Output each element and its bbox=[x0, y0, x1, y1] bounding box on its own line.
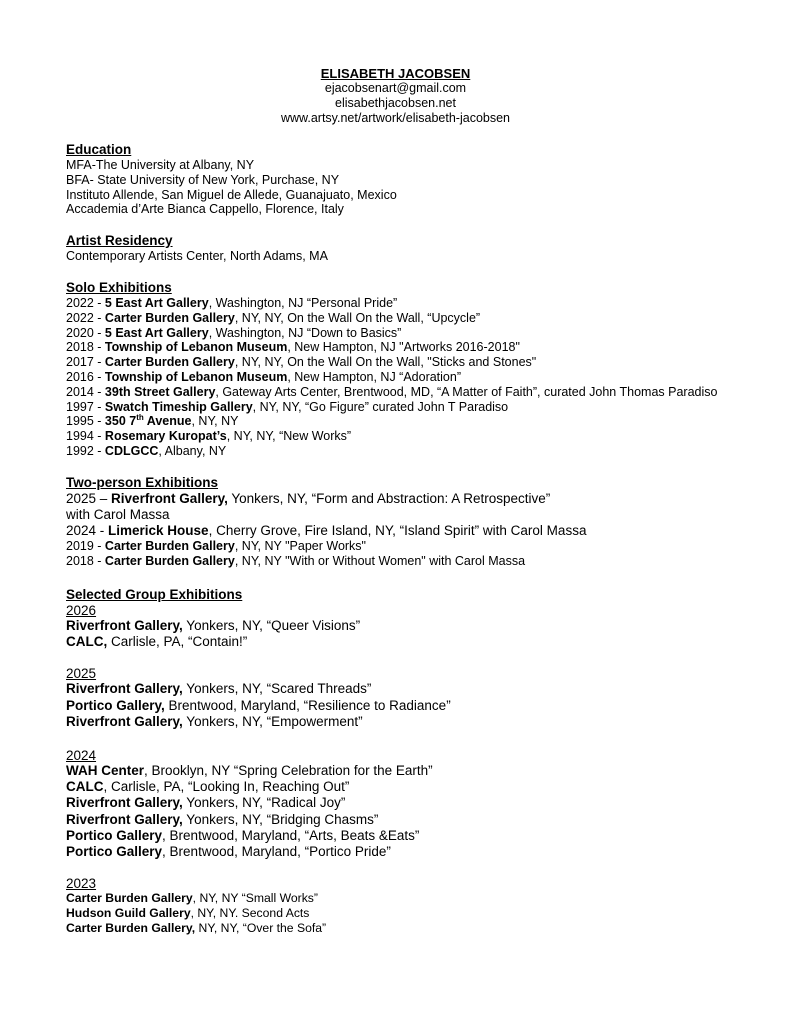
solo-item: 2014 - 39th Street Gallery, Gateway Arts Center, Brentwood, MD, “A Matter of Faith”, curated John Thomas Paradiso bbox=[66, 384, 718, 399]
group-item: Carter Burden Gallery, NY, NY “Small Works” bbox=[66, 891, 318, 906]
group-item: CALC, Carlisle, PA, “Looking In, Reaching Out” bbox=[66, 779, 350, 795]
group-title: Selected Group Exhibitions bbox=[66, 586, 243, 602]
residency-item: Contemporary Artists Center, North Adams, MA bbox=[66, 249, 328, 264]
solo-item: 2018 - Township of Lebanon Museum, New Hampton, NJ "Artworks 2016-2018" bbox=[66, 340, 520, 355]
group-item: Portico Gallery, Brentwood, Maryland, “Arts, Beats &Eats” bbox=[66, 827, 420, 843]
group-year: 2024 bbox=[66, 747, 97, 763]
email: ejacobsenart@gmail.com bbox=[324, 81, 467, 95]
solo-item: 1997 - Swatch Timeship Gallery, NY, NY, “Go Figure” curated John T Paradiso bbox=[66, 399, 509, 414]
solo-item: 1994 - Rosemary Kuropat’s, NY, NY, “New Works” bbox=[66, 429, 352, 444]
group-year: 2023 bbox=[66, 876, 97, 892]
solo-item: 2016 - Township of Lebanon Museum, New Hampton, NJ “Adoration” bbox=[66, 369, 462, 384]
group-item: Hudson Guild Gallery, NY, NY. Second Acts bbox=[66, 905, 310, 920]
group-item: Carter Burden Gallery, NY, NY, “Over the Sofa” bbox=[66, 920, 327, 935]
solo-section bbox=[66, 280, 756, 459]
group-year: 2025 bbox=[66, 666, 97, 682]
group-item: Riverfront Gallery, Yonkers, NY, “Bridging Chasms” bbox=[66, 811, 379, 827]
twoperson-title: Two-person Exhibitions bbox=[66, 474, 219, 490]
solo-item: 2017 - Carter Burden Gallery, NY, NY, On the Wall On the Wall, "Sticks and Stones" bbox=[66, 355, 537, 370]
group-item: WAH Center, Brooklyn, NY “Spring Celebration for the Earth” bbox=[66, 762, 433, 778]
solo-item: 2022 - Carter Burden Gallery, NY, NY, On the Wall On the Wall, “Upcycle” bbox=[66, 310, 481, 325]
twoperson-item: 2025 – Riverfront Gallery, Yonkers, NY, “Form and Abstraction: A Retrospective” bbox=[66, 490, 551, 506]
education-item: Instituto Allende, San Miguel de Allede, Guanajuato, Mexico bbox=[66, 187, 397, 202]
residency-section bbox=[66, 233, 756, 264]
residency-title: Artist Residency bbox=[66, 233, 173, 249]
twoperson-item: 2024 - Limerick House, Cherry Grove, Fire Island, NY, “Island Spirit” with Carol Massa bbox=[66, 523, 587, 539]
solo-title: Solo Exhibitions bbox=[66, 279, 172, 295]
twoperson-section bbox=[66, 475, 756, 569]
artsy-link: www.artsy.net/artwork/elisabeth-jacobsen bbox=[280, 111, 511, 125]
group-year: 2026 bbox=[66, 602, 97, 618]
solo-item: 1995 - 350 7th Avenue, NY, NY bbox=[66, 413, 239, 429]
group-item: Portico Gallery, Brentwood, Maryland, “Portico Pride” bbox=[66, 843, 391, 859]
twoperson-item: 2019 - Carter Burden Gallery, NY, NY "Paper Works" bbox=[66, 539, 366, 554]
group-section bbox=[66, 587, 756, 936]
group-item: Riverfront Gallery, Yonkers, NY, “Scared Threads” bbox=[66, 681, 372, 697]
education-title: Education bbox=[66, 142, 132, 157]
group-item: Riverfront Gallery, Yonkers, NY, “Queer Visions” bbox=[66, 617, 361, 633]
group-item: Riverfront Gallery, Yonkers, NY, “Empowerment” bbox=[66, 713, 363, 729]
solo-item: 2022 - 5 East Art Gallery, Washington, NJ “Personal Pride” bbox=[66, 295, 398, 310]
education-section bbox=[66, 142, 756, 217]
website: elisabethjacobsen.net bbox=[335, 96, 456, 110]
twoperson-item: 2018 - Carter Burden Gallery, NY, NY "With or Without Women" with Carol Massa bbox=[66, 554, 526, 569]
artist-name: ELISABETH JACOBSEN bbox=[320, 66, 471, 81]
group-item: Portico Gallery, Brentwood, Maryland, “Resilience to Radiance” bbox=[66, 697, 451, 713]
education-item: BFA- State University of New York, Purchase, NY bbox=[66, 172, 340, 187]
solo-item: 2020 - 5 East Art Gallery, Washington, NJ “Down to Basics” bbox=[66, 325, 402, 340]
resume-content bbox=[66, 142, 756, 936]
group-item: Riverfront Gallery, Yonkers, NY, “Radical Joy” bbox=[66, 795, 346, 811]
education-item: Accademia d’Arte Bianca Cappello, Florence, Italy bbox=[66, 202, 344, 217]
group-item: CALC, Carlisle, PA, “Contain!” bbox=[66, 634, 248, 650]
resume-header bbox=[0, 66, 791, 126]
education-item: MFA-The University at Albany, NY bbox=[66, 158, 255, 172]
twoperson-item-continued: with Carol Massa bbox=[66, 506, 170, 522]
solo-item: 1992 - CDLGCC, Albany, NY bbox=[66, 443, 227, 458]
